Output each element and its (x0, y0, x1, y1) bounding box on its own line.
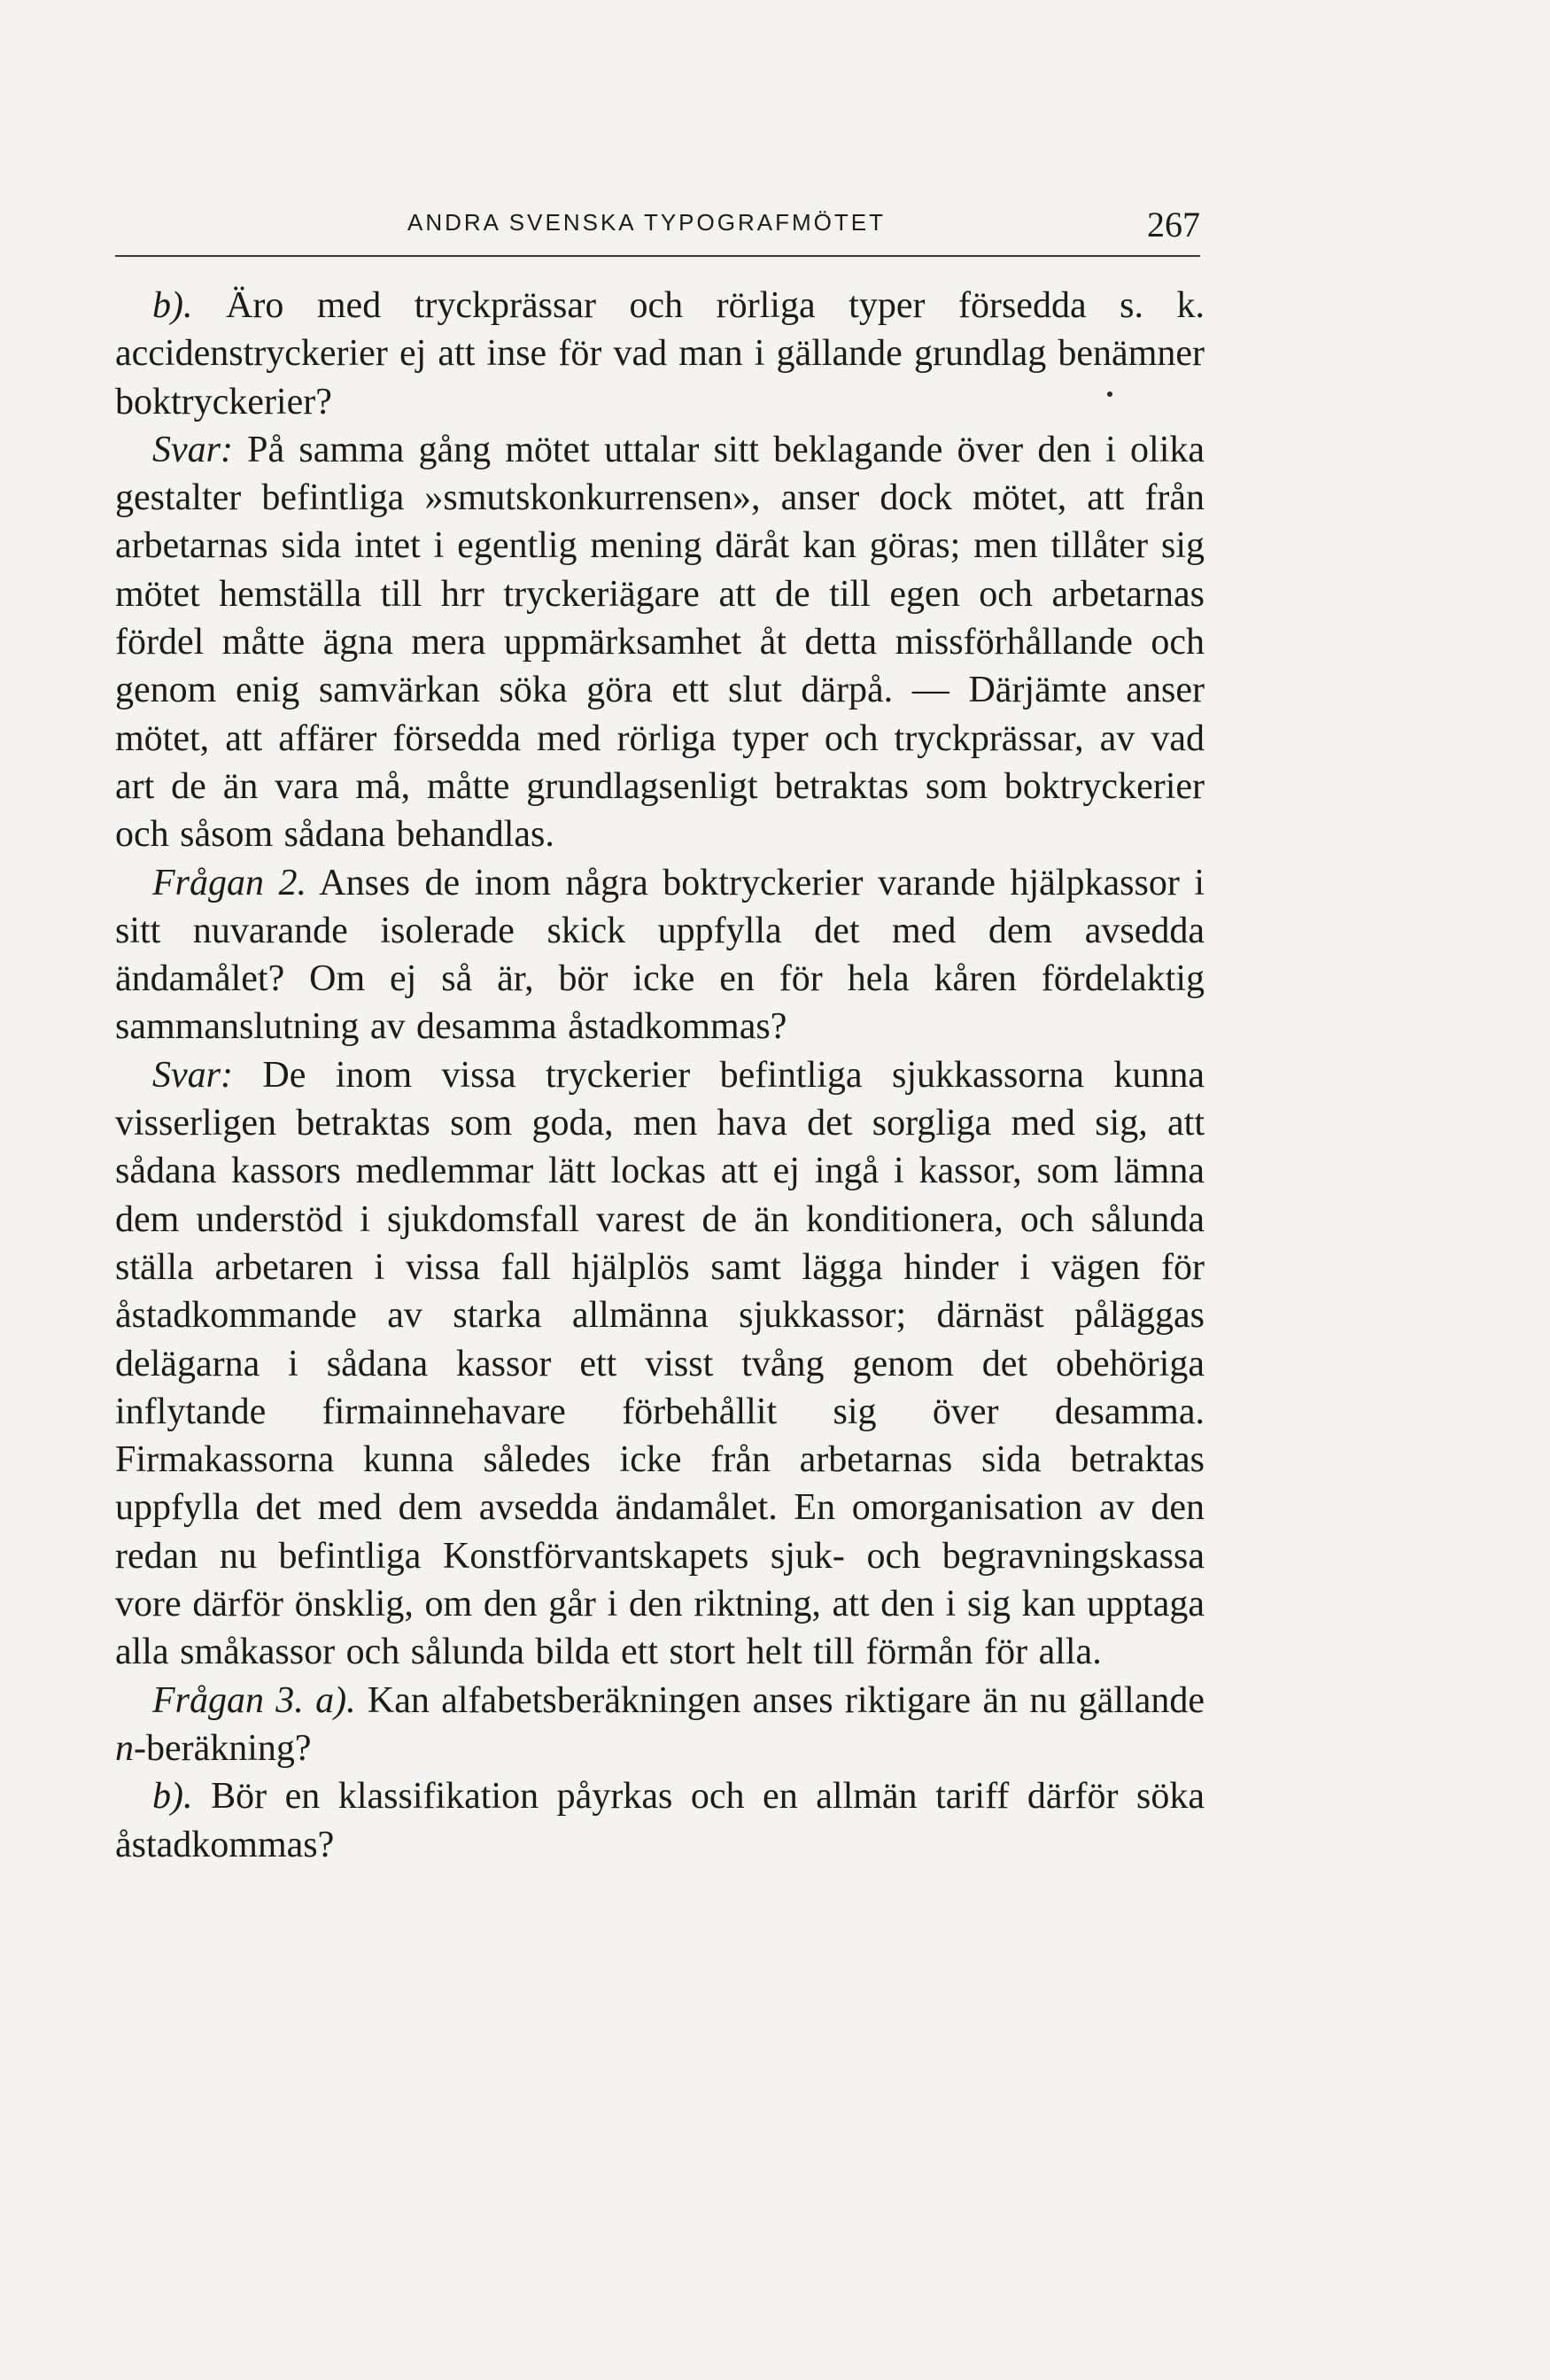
paragraph-question-2 (115, 859, 1205, 1051)
running-title: ANDRA SVENSKA TYPOGRAFMÖTET (407, 209, 886, 236)
italic-n: n (115, 1727, 134, 1769)
paragraph-lead: Frågan 2. (152, 862, 307, 903)
paragraph-text: Äro med tryckprässar och rörliga typer försedda s. k. accidenstryckerier ej att inse för vad man i gällande grundlag benämner boktryckerier? (115, 285, 1205, 423)
paragraph-text-end: -beräkning? (134, 1727, 312, 1769)
paragraph-text: På samma gång mötet uttalar sitt beklagande över den i olika gestalter befintliga »smutskonkurrensen», anser dock mötet, att från arbetarnas sida intet i egentlig mening däråt kan göras; men tillåter sig mötet hemställa till hrr tryckeriägare att de till egen och arbetarnas fördel måtte ägna mera uppmärksamhet åt detta missförhållande och genom enig samvärkan söka göra ett slut därpå. — Därjämte anser mötet, att affärer försedda med rörliga typer och tryckprässar, av vad art de än vara må, måtte grundlagsenligt betraktas som boktryckerier och såsom sådana behandlas. (115, 429, 1205, 856)
paragraph-lead: Svar: (152, 1054, 233, 1096)
paragraph-text: Kan alfabetsberäkningen anses riktigare än nu gällande (367, 1679, 1205, 1721)
paragraph-text: Bör en klassifikation påyrkas och en allmän tariff därför söka åstadkommas? (115, 1776, 1205, 1865)
paragraph-lead: b). (152, 285, 193, 326)
paragraph-lead: Svar: (152, 429, 233, 470)
paragraph-answer-2 (115, 1051, 1205, 1677)
paragraph-question-1b (115, 282, 1205, 426)
paragraph-answer-1 (115, 426, 1205, 859)
page-number: 267 (1147, 205, 1200, 244)
paragraph-question-3a (115, 1677, 1205, 1773)
paragraph-lead: b). (152, 1776, 193, 1818)
paragraph-question-3b (115, 1772, 1205, 1869)
page-speck (1107, 391, 1112, 397)
running-header (115, 202, 1200, 257)
paragraph-text: Anses de inom några boktryckerier varande hjälpkassor i sitt nuvarande isolerade skick uppfylla det med dem avsedda ändamålet? Om ej så är, bör icke en för hela kåren fördelaktig sammanslutning av desamma åstadkommas? (115, 862, 1205, 1048)
paragraph-lead: Frågan 3. a). (152, 1679, 356, 1721)
paragraph-text: De inom vissa tryckerier befintliga sjukkassorna kunna visserligen betraktas som goda, men hava det sorgliga med sig, att sådana kassors medlemmar lätt lockas att ej ingå i kassor, som lämna dem understöd i sjukdomsfall varest de än konditionera, och sålunda ställa arbetaren i vissa fall hjälplös samt lägga hinder i vägen för åstadkommande av starka allmänna sjukkassor; därnäst påläggas delägarna i sådana kassor ett visst tvång genom det obehöriga inflytande firmainnehavare förbehållit sig över desamma. Firmakassorna kunna således icke från arbetarnas sida betraktas uppfylla det med dem avsedda ändamålet. En omorganisation av den redan nu befintliga Konstförvantskapets sjuk- och begravningskassa vore därför önsklig, om den går i den riktning, att den i sig kan upptaga alla småkassor och sålunda bilda ett stort helt till förmån för alla. (115, 1054, 1205, 1673)
body-text (115, 282, 1205, 1869)
